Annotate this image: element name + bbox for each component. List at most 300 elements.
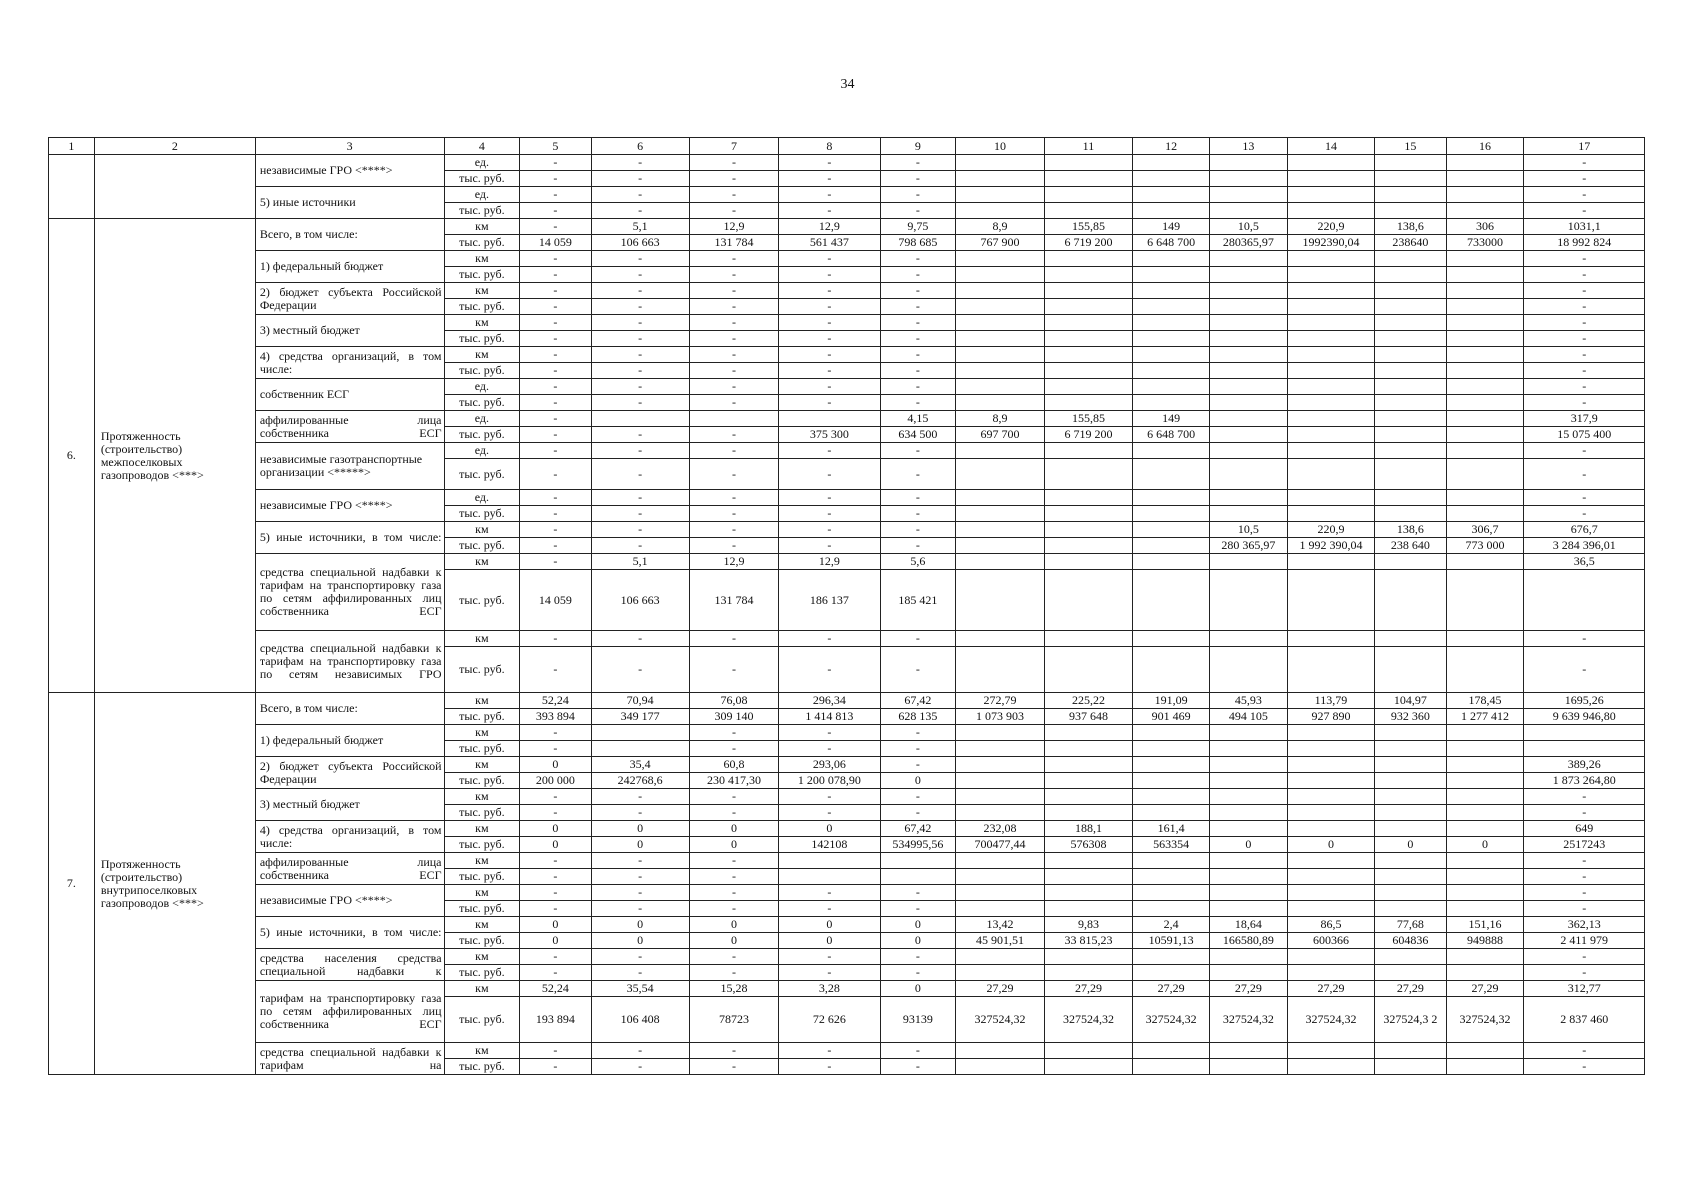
value-cell: -	[880, 757, 956, 773]
value-cell	[1133, 506, 1210, 522]
value-cell: 937 648	[1044, 709, 1132, 725]
value-cell: -	[1524, 187, 1645, 203]
table-row	[49, 443, 1645, 459]
value-cell	[1209, 901, 1287, 917]
value-cell	[1446, 155, 1524, 171]
value-cell	[956, 789, 1044, 805]
value-cell	[1446, 506, 1524, 522]
value-cell: -	[689, 171, 779, 187]
value-cell	[1287, 411, 1374, 427]
value-cell	[1446, 631, 1524, 647]
value-cell	[1524, 570, 1645, 631]
value-cell: -	[520, 331, 591, 347]
value-cell	[1287, 725, 1374, 741]
unit-cell: тыс. руб.	[444, 427, 520, 443]
section-number: 7.	[49, 693, 95, 1075]
value-cell	[956, 363, 1044, 379]
value-cell: -	[880, 725, 956, 741]
value-cell	[1375, 647, 1446, 693]
value-cell: -	[591, 647, 689, 693]
value-cell	[956, 1059, 1044, 1075]
value-cell: 2,4	[1133, 917, 1210, 933]
value-cell: -	[591, 965, 689, 981]
value-cell: 362,13	[1524, 917, 1645, 933]
value-cell	[1287, 315, 1374, 331]
value-cell: -	[689, 299, 779, 315]
value-cell: -	[520, 347, 591, 363]
value-cell	[1044, 155, 1132, 171]
value-cell	[1133, 331, 1210, 347]
value-cell: -	[1524, 443, 1645, 459]
value-cell	[1287, 885, 1374, 901]
section-number	[49, 155, 95, 219]
unit-cell: тыс. руб.	[444, 363, 520, 379]
value-cell: -	[880, 251, 956, 267]
indicator-label: тарифам на транспортировку газа по сетям аффилированных лиц собственника ЕСГ	[255, 981, 444, 1043]
value-cell: -	[880, 187, 956, 203]
value-cell	[1446, 379, 1524, 395]
table-row	[49, 187, 1645, 203]
value-cell: -	[1524, 171, 1645, 187]
unit-cell: тыс. руб.	[444, 267, 520, 283]
value-cell	[1375, 443, 1446, 459]
value-cell	[956, 283, 1044, 299]
value-cell	[956, 187, 1044, 203]
value-cell: 0	[689, 933, 779, 949]
value-cell: 2 837 460	[1524, 997, 1645, 1043]
measure-name: Протяженность (строительство) внутрипоселковых газопроводов <***>	[94, 693, 255, 1075]
value-cell	[1209, 647, 1287, 693]
value-cell	[956, 885, 1044, 901]
value-cell: -	[779, 443, 880, 459]
value-cell: -	[591, 538, 689, 554]
value-cell	[1044, 885, 1132, 901]
value-cell: 901 469	[1133, 709, 1210, 725]
value-cell: 186 137	[779, 570, 880, 631]
value-cell	[1133, 490, 1210, 506]
value-cell	[1287, 155, 1374, 171]
value-cell: -	[1524, 331, 1645, 347]
value-cell: -	[689, 805, 779, 821]
value-cell: -	[880, 443, 956, 459]
value-cell: -	[689, 522, 779, 538]
table-row	[49, 981, 1645, 997]
unit-cell: тыс. руб.	[444, 933, 520, 949]
value-cell: 12,9	[689, 219, 779, 235]
value-cell	[1287, 506, 1374, 522]
value-cell	[956, 853, 1044, 869]
value-cell: -	[520, 219, 591, 235]
value-cell: 309 140	[689, 709, 779, 725]
value-cell: 151,16	[1446, 917, 1524, 933]
value-cell	[956, 490, 1044, 506]
value-cell	[956, 379, 1044, 395]
value-cell	[1133, 155, 1210, 171]
value-cell	[1209, 490, 1287, 506]
value-cell	[1209, 347, 1287, 363]
value-cell: 15 075 400	[1524, 427, 1645, 443]
value-cell: 131 784	[689, 235, 779, 251]
indicator-label: 1) федеральный бюджет	[255, 251, 444, 283]
value-cell: -	[520, 203, 591, 219]
value-cell	[1287, 347, 1374, 363]
column-header: 3	[255, 138, 444, 155]
indicator-label: 4) средства организаций, в том числе:	[255, 821, 444, 853]
value-cell	[1133, 363, 1210, 379]
value-cell	[956, 506, 1044, 522]
value-cell: 494 105	[1209, 709, 1287, 725]
value-cell: -	[591, 631, 689, 647]
value-cell: -	[779, 347, 880, 363]
section-number: 6.	[49, 219, 95, 693]
value-cell	[1375, 459, 1446, 490]
value-cell: -	[779, 647, 880, 693]
value-cell	[1209, 283, 1287, 299]
indicator-label: средства специальной надбавки к тарифам на транспортировку газа по сетям независимых ГРО	[255, 631, 444, 693]
value-cell: 676,7	[1524, 522, 1645, 538]
value-cell: 27,29	[1375, 981, 1446, 997]
value-cell: -	[689, 901, 779, 917]
value-cell: 106 663	[591, 235, 689, 251]
value-cell	[1044, 506, 1132, 522]
unit-cell: км	[444, 347, 520, 363]
value-cell	[956, 901, 1044, 917]
table-row	[49, 283, 1645, 299]
value-cell: -	[689, 203, 779, 219]
value-cell: 10591,13	[1133, 933, 1210, 949]
value-cell	[1287, 443, 1374, 459]
value-cell: 0	[591, 821, 689, 837]
value-cell	[1524, 741, 1645, 757]
value-cell	[956, 741, 1044, 757]
value-cell: -	[689, 459, 779, 490]
value-cell: -	[520, 299, 591, 315]
value-cell	[1375, 885, 1446, 901]
indicator-label: собственник ЕСГ	[255, 379, 444, 411]
unit-cell: ед.	[444, 187, 520, 203]
value-cell: -	[591, 522, 689, 538]
value-cell: -	[591, 171, 689, 187]
value-cell: 8,9	[956, 219, 1044, 235]
measure-name	[94, 155, 255, 219]
value-cell	[1287, 789, 1374, 805]
value-cell: -	[880, 949, 956, 965]
value-cell: 4,15	[880, 411, 956, 427]
value-cell	[1209, 1043, 1287, 1059]
value-cell: -	[779, 741, 880, 757]
indicator-label: средства специальной надбавки к тарифам на транспортировку газа по сетям аффилированных лиц собственника ЕСГ	[255, 554, 444, 631]
value-cell: 0	[689, 821, 779, 837]
value-cell: 700477,44	[956, 837, 1044, 853]
value-cell: 949888	[1446, 933, 1524, 949]
value-cell: -	[779, 299, 880, 315]
value-cell	[1375, 901, 1446, 917]
indicator-label: аффилированные лица собственника ЕСГ	[255, 411, 444, 443]
value-cell	[1375, 853, 1446, 869]
value-cell: 113,79	[1287, 693, 1374, 709]
value-cell: 2 411 979	[1524, 933, 1645, 949]
value-cell: -	[1524, 789, 1645, 805]
value-cell: -	[591, 506, 689, 522]
unit-cell: тыс. руб.	[444, 997, 520, 1043]
value-cell	[1375, 965, 1446, 981]
value-cell	[1133, 554, 1210, 570]
table-row	[49, 155, 1645, 171]
value-cell: -	[520, 506, 591, 522]
value-cell: -	[520, 490, 591, 506]
value-cell	[1133, 251, 1210, 267]
value-cell: 191,09	[1133, 693, 1210, 709]
table-body	[49, 138, 1645, 1075]
value-cell: 142108	[779, 837, 880, 853]
value-cell	[1287, 631, 1374, 647]
value-cell: 27,29	[1446, 981, 1524, 997]
table-row	[49, 631, 1645, 647]
measure-name: Протяженность (строительство) межпоселковых газопроводов <***>	[94, 219, 255, 693]
value-cell: -	[779, 171, 880, 187]
value-cell: -	[779, 631, 880, 647]
value-cell: 628 135	[880, 709, 956, 725]
value-cell: -	[689, 347, 779, 363]
unit-cell: км	[444, 693, 520, 709]
value-cell: -	[689, 443, 779, 459]
value-cell	[1287, 203, 1374, 219]
value-cell: 52,24	[520, 981, 591, 997]
column-header: 1	[49, 138, 95, 155]
table-row	[49, 411, 1645, 427]
value-cell	[1133, 347, 1210, 363]
value-cell: 45,93	[1209, 693, 1287, 709]
value-cell	[1044, 789, 1132, 805]
value-cell	[1044, 522, 1132, 538]
value-cell	[956, 965, 1044, 981]
value-cell	[1287, 363, 1374, 379]
value-cell: -	[591, 901, 689, 917]
value-cell	[1209, 965, 1287, 981]
value-cell	[1133, 853, 1210, 869]
value-cell: 604836	[1375, 933, 1446, 949]
value-cell: -	[689, 647, 779, 693]
value-cell: -	[880, 155, 956, 171]
value-cell: 77,68	[1375, 917, 1446, 933]
unit-cell: ед.	[444, 155, 520, 171]
value-cell: 12,9	[689, 554, 779, 570]
value-cell	[1446, 347, 1524, 363]
value-cell	[1209, 299, 1287, 315]
value-cell: 6 648 700	[1133, 235, 1210, 251]
value-cell: 193 894	[520, 997, 591, 1043]
value-cell	[1287, 187, 1374, 203]
value-cell: 0	[1375, 837, 1446, 853]
column-header: 8	[779, 138, 880, 155]
value-cell: 131 784	[689, 570, 779, 631]
value-cell: -	[880, 647, 956, 693]
value-cell: -	[689, 363, 779, 379]
value-cell	[1044, 203, 1132, 219]
table-row	[49, 725, 1645, 741]
value-cell: -	[779, 283, 880, 299]
unit-cell: тыс. руб.	[444, 171, 520, 187]
page-number: 34	[840, 77, 855, 92]
value-cell	[1209, 395, 1287, 411]
column-header: 16	[1446, 138, 1524, 155]
value-cell: 0	[880, 933, 956, 949]
column-header: 17	[1524, 138, 1645, 155]
value-cell	[1209, 853, 1287, 869]
unit-cell: тыс. руб.	[444, 331, 520, 347]
value-cell: 0	[1446, 837, 1524, 853]
value-cell: -	[520, 965, 591, 981]
value-cell	[1446, 187, 1524, 203]
value-cell	[1446, 741, 1524, 757]
value-cell: -	[591, 789, 689, 805]
value-cell: -	[880, 379, 956, 395]
value-cell: -	[880, 1059, 956, 1075]
value-cell	[956, 869, 1044, 885]
value-cell: 1695,26	[1524, 693, 1645, 709]
value-cell: -	[520, 789, 591, 805]
value-cell: -	[779, 789, 880, 805]
value-cell	[1375, 789, 1446, 805]
value-cell	[1287, 965, 1374, 981]
value-cell: -	[591, 315, 689, 331]
value-cell: -	[689, 187, 779, 203]
value-cell: -	[591, 203, 689, 219]
value-cell: -	[520, 647, 591, 693]
unit-cell: тыс. руб.	[444, 805, 520, 821]
value-cell	[1133, 203, 1210, 219]
indicator-label: независимые ГРО <****>	[255, 490, 444, 522]
value-cell	[1375, 821, 1446, 837]
value-cell: -	[1524, 251, 1645, 267]
value-cell: -	[689, 1059, 779, 1075]
table-row	[49, 821, 1645, 837]
value-cell: 0	[779, 917, 880, 933]
value-cell	[1375, 869, 1446, 885]
value-cell: -	[880, 171, 956, 187]
value-cell: 27,29	[1044, 981, 1132, 997]
value-cell: -	[779, 187, 880, 203]
value-cell: -	[591, 1043, 689, 1059]
value-cell: -	[1524, 1059, 1645, 1075]
value-cell: 733000	[1446, 235, 1524, 251]
value-cell	[1375, 331, 1446, 347]
value-cell	[1044, 171, 1132, 187]
value-cell: -	[1524, 506, 1645, 522]
unit-cell: тыс. руб.	[444, 395, 520, 411]
value-cell: -	[1524, 363, 1645, 379]
value-cell	[1209, 773, 1287, 789]
value-cell	[591, 725, 689, 741]
value-cell: 1 277 412	[1446, 709, 1524, 725]
value-cell: 149	[1133, 219, 1210, 235]
value-cell: -	[1524, 965, 1645, 981]
value-cell	[1044, 741, 1132, 757]
value-cell: 2517243	[1524, 837, 1645, 853]
value-cell: -	[689, 949, 779, 965]
indicator-label: Всего, в том числе:	[255, 693, 444, 725]
value-cell: -	[779, 725, 880, 741]
value-cell	[956, 538, 1044, 554]
value-cell	[1287, 379, 1374, 395]
value-cell: -	[880, 203, 956, 219]
value-cell	[1044, 251, 1132, 267]
value-cell	[1375, 171, 1446, 187]
value-cell: -	[1524, 490, 1645, 506]
value-cell: -	[880, 363, 956, 379]
unit-cell: ед.	[444, 411, 520, 427]
value-cell	[1446, 885, 1524, 901]
value-cell: 0	[520, 837, 591, 853]
value-cell	[1287, 283, 1374, 299]
value-cell: 563354	[1133, 837, 1210, 853]
value-cell: -	[689, 155, 779, 171]
value-cell	[1209, 789, 1287, 805]
value-cell	[1524, 725, 1645, 741]
value-cell: 0	[520, 933, 591, 949]
value-cell: -	[520, 1059, 591, 1075]
value-cell	[956, 1043, 1044, 1059]
value-cell: -	[520, 459, 591, 490]
value-cell	[1133, 773, 1210, 789]
column-header: 12	[1133, 138, 1210, 155]
value-cell: -	[1524, 647, 1645, 693]
value-cell: 927 890	[1287, 709, 1374, 725]
value-cell	[591, 741, 689, 757]
value-cell: 798 685	[880, 235, 956, 251]
value-cell: -	[779, 538, 880, 554]
value-cell	[1209, 725, 1287, 741]
value-cell: 1 073 903	[956, 709, 1044, 725]
value-cell: -	[591, 267, 689, 283]
value-cell: 27,29	[1287, 981, 1374, 997]
value-cell: -	[591, 363, 689, 379]
value-cell	[1044, 725, 1132, 741]
value-cell: -	[779, 363, 880, 379]
value-cell: -	[520, 805, 591, 821]
value-cell	[1133, 949, 1210, 965]
value-cell	[1044, 570, 1132, 631]
value-cell	[1375, 267, 1446, 283]
value-cell: -	[520, 631, 591, 647]
unit-cell: тыс. руб.	[444, 299, 520, 315]
value-cell: 27,29	[1209, 981, 1287, 997]
value-cell	[956, 267, 1044, 283]
value-cell: 36,5	[1524, 554, 1645, 570]
value-cell: -	[779, 459, 880, 490]
value-cell: 12,9	[779, 219, 880, 235]
value-cell: 3 284 396,01	[1524, 538, 1645, 554]
value-cell	[956, 522, 1044, 538]
value-cell	[1133, 631, 1210, 647]
value-cell	[1446, 949, 1524, 965]
table-row	[49, 379, 1645, 395]
value-cell	[956, 631, 1044, 647]
value-cell	[1446, 965, 1524, 981]
value-cell: -	[880, 538, 956, 554]
value-cell	[1375, 1059, 1446, 1075]
value-cell: 1 414 813	[779, 709, 880, 725]
value-cell: 106 408	[591, 997, 689, 1043]
value-cell	[1209, 741, 1287, 757]
value-cell	[1446, 411, 1524, 427]
value-cell	[1446, 331, 1524, 347]
value-cell	[1044, 1059, 1132, 1075]
value-cell: -	[591, 347, 689, 363]
value-cell: -	[520, 1043, 591, 1059]
value-cell: 6 719 200	[1044, 235, 1132, 251]
value-cell	[1446, 267, 1524, 283]
